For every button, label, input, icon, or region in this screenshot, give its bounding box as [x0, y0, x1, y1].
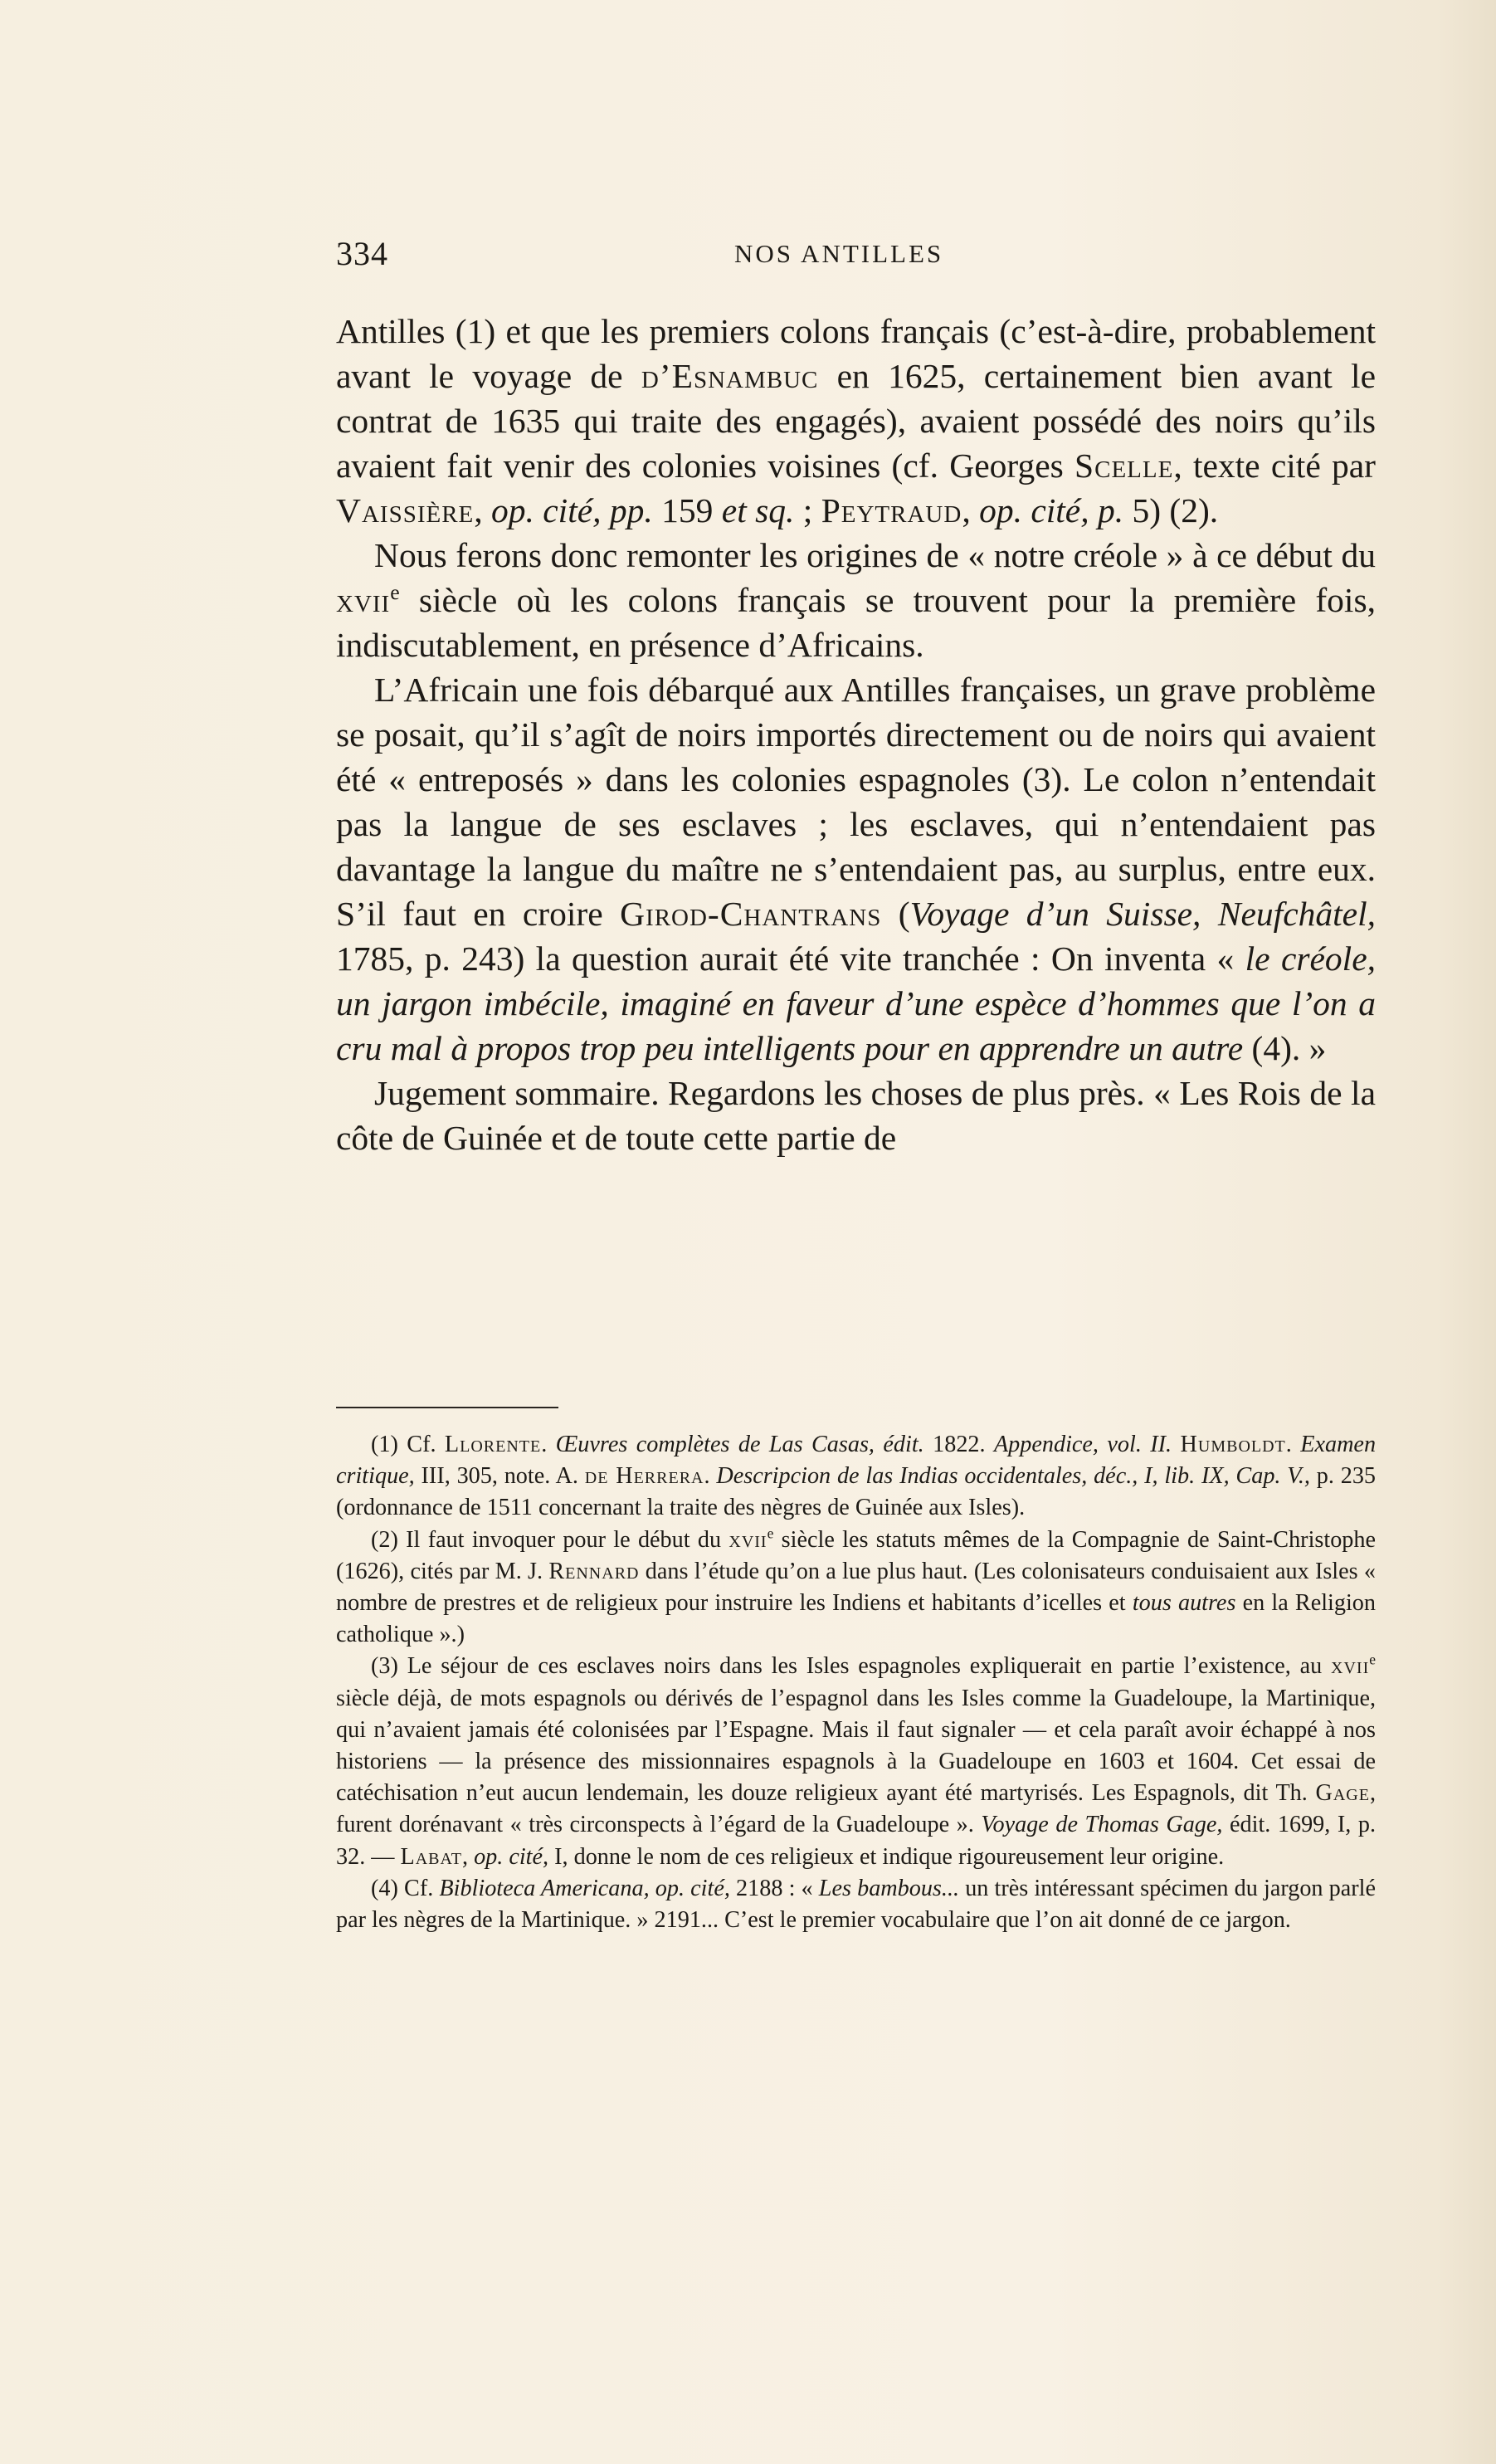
- footnote-1: (1) Cf. Llorente. Œuvres complètes de Las Casas, édit. 1822. Appendice, vol. II. Humboldt. Examen critique, III, 305, note. A. de Herrera. Descripcion de las Indias occidentales, déc., I, lib. IX, Cap. V., p. 235 (ordonnance de 1511 concernant la traite des nègres de Guinée aux Isles).: [336, 1432, 1377, 1521]
- paragraph-1: Antilles (1) et que les premiers colons français (c’est-à-dire, probablement avant le voyage de d’Esnambuc en 1625, certainement bien avant le contrat de 1635 qui traite des engagés), avaient possédé des noirs qu’ils avaient fait venir des colonies voisines (cf. Georges Scelle, texte cité par Vaissière, op. cité, pp. 159 et sq. ; Peytraud, op. cité, p. 5) (2).: [336, 312, 1377, 529]
- page-number: 334: [336, 235, 388, 272]
- footnote-3: (3) Le séjour de ces esclaves noirs dans les Isles espagnoles expliquerait en partie l’existence, au xvii$^e$ siècle déjà, de mots espagnols ou dérivés de l’espagnol dans les Isles comme la Guadeloupe, la Martinique, qui n’avaient jamais été colonisées par l’Espagne. Mais il faut signaler — et cela paraît avoir échappé à nos historiens — la présence des missionnaires espagnols à la Guadeloupe en 1603 et 1604. Cet essai de catéchisation n’eut aucun lendemain, les douze religieux ayant été martyrisés. Les Espagnols, dit Th. Gage, furent dorénavant « très circonspects à l’égard de la Guadeloupe ». Voyage de Thomas Gage, édit. 1699, I, p. 32. — Labat, op. cité, I, donne le nom de ces religieux et indique rigoureusement leur origine.: [336, 1652, 1376, 1870]
- footnote-separator: [336, 1407, 558, 1408]
- paragraph-4: Jugement sommaire. Regardons les choses de plus près. « Les Rois de la côte de Guinée et de toute cette partie de: [336, 1074, 1376, 1157]
- page-header: [336, 234, 1373, 272]
- paragraph-3: L’Africain une fois débarqué aux Antilles françaises, un grave problème se posait, qu’il s’agît de noirs importés directement ou de noirs qui avaient été « entreposés » dans les colonies espagnoles (3). Le colon n’entendait pas la langue de ses esclaves ; les esclaves, qui n’entendaient pas davantage la langue du maître ne s’entendaient pas, au surplus, entre eux. S’il faut en croire Girod-Chantrans (Voyage d’un Suisse, Neufchâtel, 1785, p. 243) la question aurait été vite tranchée : On inventa « le créole, un jargon imbécile, imaginé en faveur d’une espèce d’hommes que l’on a cru mal à propos trop peu intelligents pour en apprendre un autre (4). »: [336, 671, 1377, 1067]
- footnote-2: (2) Il faut invoquer pour le début du xvii$^e$ siècle les statuts mêmes de la Compagnie de Saint-Christophe (1626), cités par M. J. Rennard dans l’étude qu’on a lue plus haut. (Les colonisateurs conduisaient aux Isles « nombre de prestres et de religieux pour instruire les Indiens et habitants d’icelles et tous autres en la Religion catholique ».): [336, 1525, 1376, 1648]
- running-title: NOS ANTILLES: [734, 239, 944, 268]
- footnotes: [336, 1429, 1376, 1936]
- main-text: [336, 309, 1376, 1160]
- paragraph-2: Nous ferons donc remonter les origines de « notre créole » à ce début du xvii$^e$ siècle où les colons français se trouvent pour la première fois, indiscutablement, en présence d’Africains.: [336, 536, 1376, 664]
- footnote-4: (4) Cf. Biblioteca Americana, op. cité, 2188 : « Les bambous... un très intéressant spécimen du jargon parlé par les nègres de la Martinique. » 2191... C’est le premier vocabulaire que l’on ait donné de ce jargon.: [336, 1875, 1376, 1934]
